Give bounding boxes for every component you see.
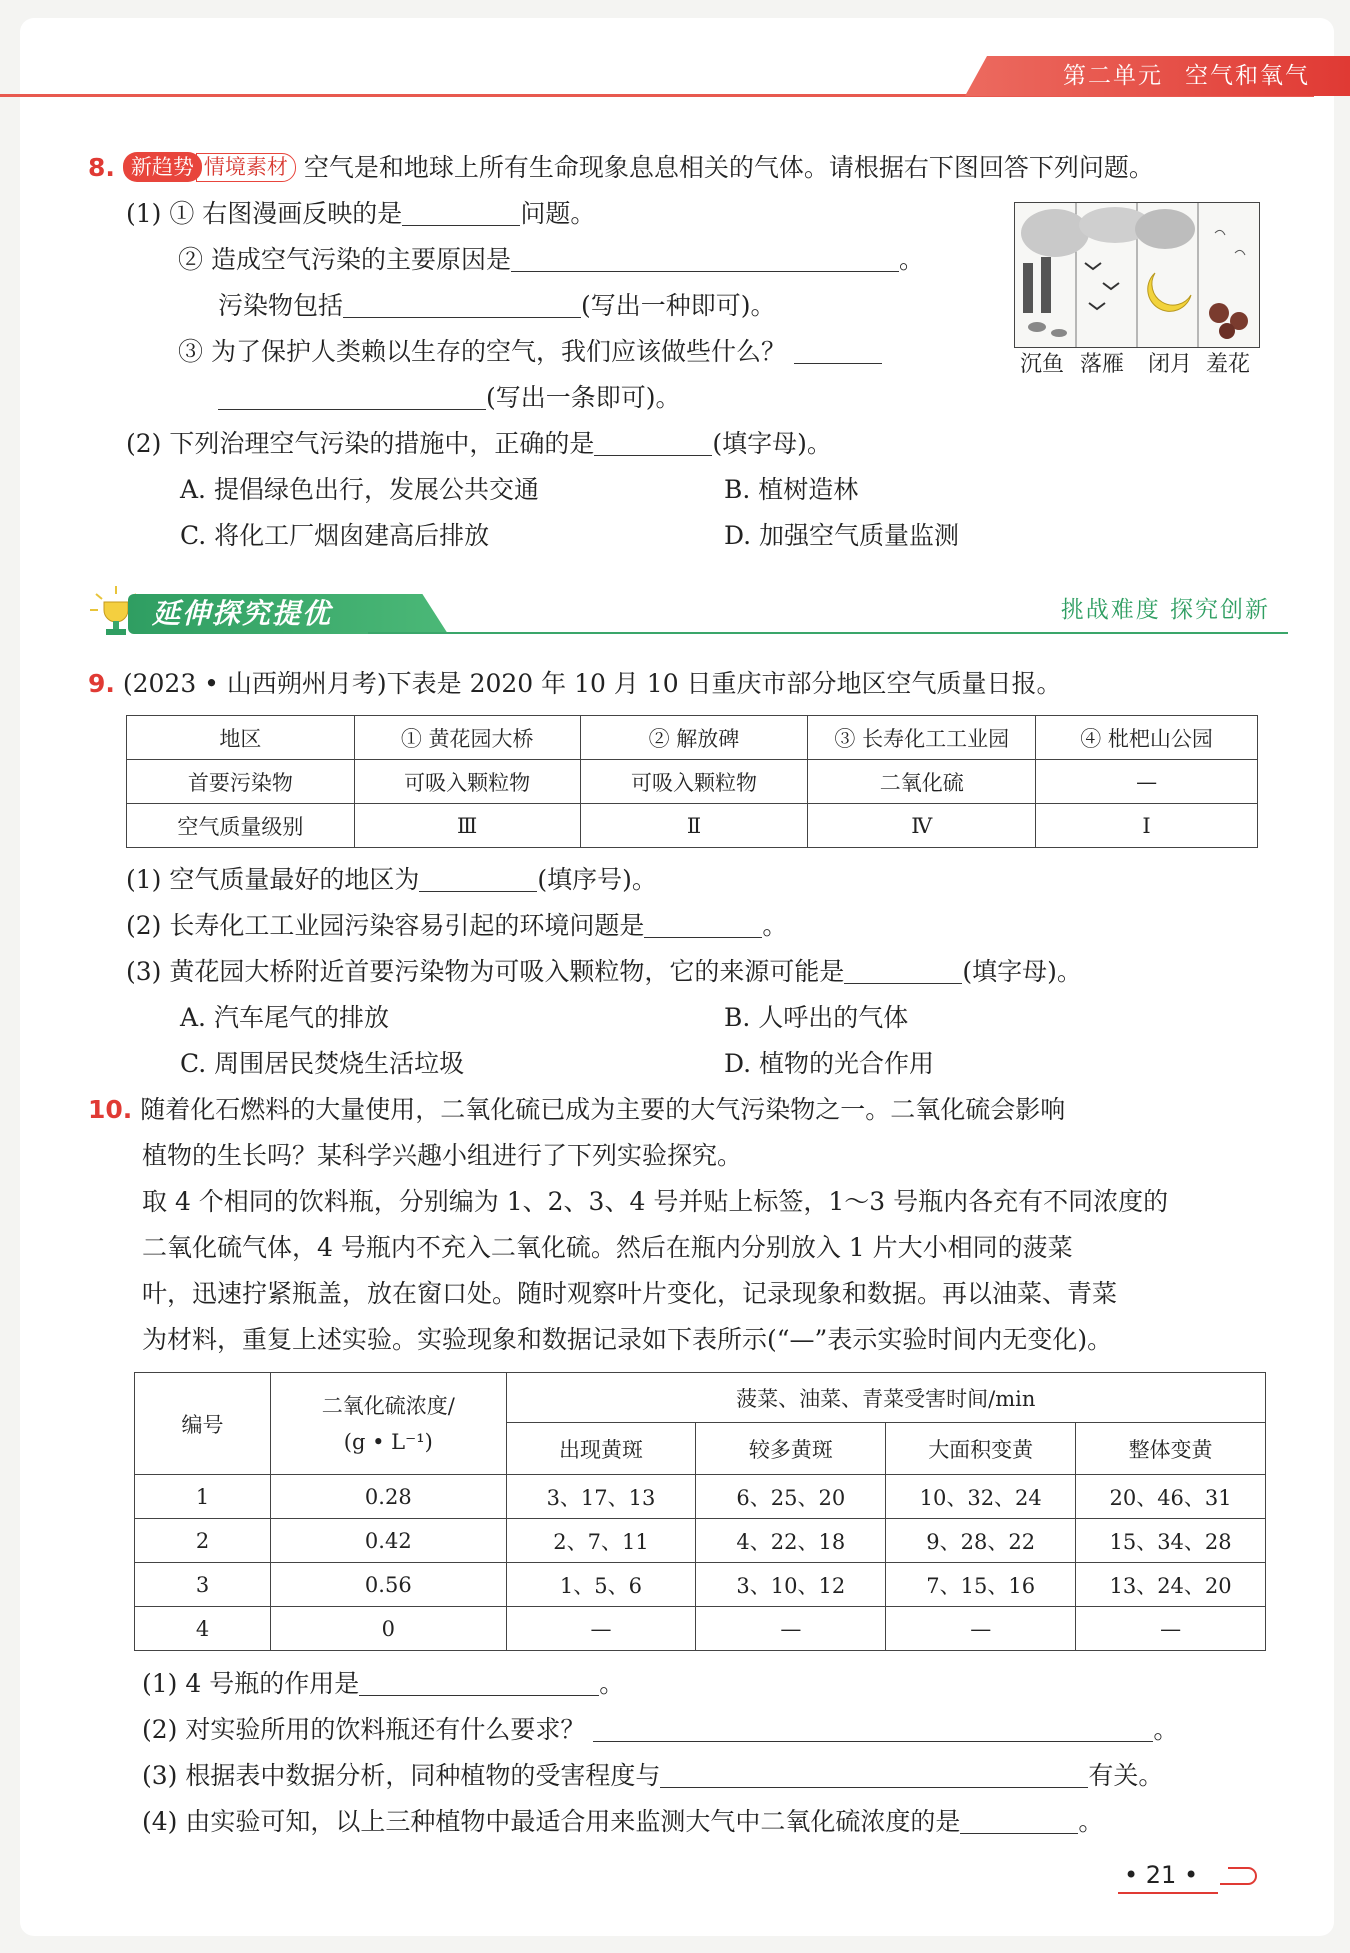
- banner-rule: [368, 632, 1288, 634]
- q10-th-conc: 二氧化硫浓度/ (g • L⁻¹): [271, 1373, 506, 1475]
- q10-th-group: 菠菜、油菜、青菜受害时间/min: [506, 1373, 1265, 1423]
- q10-td: 2、7、11: [506, 1519, 696, 1563]
- q8-p1-1: (1) ① 右图漫画反映的是 问题。: [126, 199, 596, 228]
- q8-p2: (2) 下列治理空气污染的措施中，正确的是 (填字母)。: [126, 429, 832, 458]
- caption-moon: 闭月: [1148, 352, 1193, 377]
- q10-line-0: 10. 随着化石燃料的大量使用，二氧化硫已成为主要的大气污染物之一。二氧化硫会影响: [88, 1095, 1066, 1124]
- unit-title: 空气和氧气: [1185, 63, 1310, 89]
- caption-fish: 沉鱼: [1020, 352, 1065, 377]
- q10-th-sub: 较多黄斑: [696, 1423, 886, 1475]
- q9-stem: (2023 • 山西朔州月考)下表是 2020 年 10 月 10 日重庆市部分地区空气质量日报。: [122, 669, 1062, 698]
- q10-blank-2[interactable]: [593, 1715, 1153, 1742]
- q10-td: 6、25、20: [696, 1475, 886, 1519]
- q8-p1-3b: (写出一条即可)。: [218, 378, 681, 418]
- section-title: 延伸探究提优: [152, 597, 333, 630]
- q8-p1-3: ③ 为了保护人类赖以生存的空气，我们应该做些什么？: [178, 332, 882, 372]
- q9-td: Ⅲ: [354, 804, 580, 848]
- q9-td: Ⅰ: [1036, 804, 1258, 848]
- q8-opt-c: C. 将化工厂烟囱建高后排放: [180, 521, 490, 550]
- q9-th: ③ 长寿化工工业园: [808, 716, 1036, 760]
- q8-tag-trend: 新趋势: [123, 152, 202, 182]
- q8-opt-b: B. 植树造林: [724, 475, 859, 504]
- q10-blank-3[interactable]: [660, 1761, 1088, 1788]
- q10-p4: (4) 由实验可知，以上三种植物中最适合用来监测大气中二氧化硫浓度的是 。: [142, 1807, 1104, 1836]
- table-row: [135, 1607, 1266, 1651]
- q10-number: 10.: [88, 1095, 133, 1124]
- q9-th: ① 黄花园大桥: [354, 716, 580, 760]
- q9-p2: (2) 长寿化工工业园污染容易引起的环境问题是 。: [126, 911, 788, 940]
- q9-th: ② 解放碑: [580, 716, 808, 760]
- q10-th-sub: 整体变黄: [1076, 1423, 1266, 1475]
- q10-td: 4: [135, 1607, 271, 1651]
- q8-blank-1[interactable]: [402, 199, 520, 226]
- unit-label: 第二单元: [1063, 63, 1163, 89]
- q10-th-sub: 出现黄斑: [506, 1423, 696, 1475]
- q10-line-5: 为材料，重复上述实验。实验现象和数据记录如下表所示(“—”表示实验时间内无变化)。: [142, 1325, 1113, 1354]
- q8-blank-3[interactable]: [343, 291, 581, 318]
- q10-blank-1[interactable]: [359, 1669, 599, 1696]
- q10-td: 9、28、22: [886, 1519, 1076, 1563]
- q10-td: 7、15、16: [886, 1563, 1076, 1607]
- pollution-cartoon-image: [1014, 202, 1260, 348]
- q10-table: [134, 1372, 1266, 1651]
- q8-blank-2[interactable]: [511, 245, 899, 272]
- q9-blank-1[interactable]: [419, 865, 537, 892]
- q8-blank-4b[interactable]: [218, 383, 486, 410]
- q10-td: 13、24、20: [1076, 1563, 1266, 1607]
- q8-stem: 空气是和地球上所有生命现象息息相关的气体。请根据右下图回答下列问题。: [303, 153, 1154, 182]
- q10-p3: (3) 根据表中数据分析，同种植物的受害程度与 有关。: [142, 1761, 1164, 1790]
- header-text: [1041, 58, 1310, 94]
- q10-td: 3、10、12: [696, 1563, 886, 1607]
- q10-p1: (1) 4 号瓶的作用是 。: [142, 1669, 625, 1698]
- table-row: [127, 760, 1258, 804]
- table-row: [135, 1563, 1266, 1607]
- q10-line-2: 取 4 个相同的饮料瓶，分别编为 1、2、3、4 号并贴上标签，1～3 号瓶内各充有不同浓度的: [142, 1187, 1169, 1216]
- q10-th-num: 编号: [135, 1373, 271, 1475]
- q9-td: 首要污染物: [127, 760, 355, 804]
- q10-th-sub: 大面积变黄: [886, 1423, 1076, 1475]
- table-row: [135, 1519, 1266, 1563]
- q8-opt-d: D. 加强空气质量监测: [724, 521, 960, 550]
- q9-blank-3[interactable]: [844, 957, 962, 984]
- q10-td: 0.56: [271, 1563, 506, 1607]
- q9-td: Ⅳ: [808, 804, 1036, 848]
- q9-p1: (1) 空气质量最好的地区为 (填序号)。: [126, 865, 657, 894]
- q9-td: 二氧化硫: [808, 760, 1036, 804]
- q9-blank-2[interactable]: [644, 911, 762, 938]
- q10-line-1: 植物的生长吗？某科学兴趣小组进行了下列实验探究。: [142, 1141, 743, 1170]
- q9-td: 空气质量级别: [127, 804, 355, 848]
- q9-table-header-row: [127, 716, 1258, 760]
- q10-td: 3、17、13: [506, 1475, 696, 1519]
- q10-table-header-row: [135, 1373, 1266, 1423]
- caption-flower: 羞花: [1206, 352, 1251, 377]
- q10-td: 2: [135, 1519, 271, 1563]
- q8-blank-4a[interactable]: [794, 337, 882, 364]
- q9-td: 可吸入颗粒物: [354, 760, 580, 804]
- q9-td: 可吸入颗粒物: [580, 760, 808, 804]
- q10-td: 4、22、18: [696, 1519, 886, 1563]
- q10-td: —: [1076, 1607, 1266, 1651]
- q10-td: —: [696, 1607, 886, 1651]
- q10-td: —: [886, 1607, 1076, 1651]
- q9-opt-a: A. 汽车尾气的排放: [180, 1003, 389, 1032]
- q10-td: 0.42: [271, 1519, 506, 1563]
- table-row: [127, 804, 1258, 848]
- q9-table: [126, 715, 1258, 848]
- q9-th: 地区: [127, 716, 355, 760]
- q10-td: 1、5、6: [506, 1563, 696, 1607]
- q10-td: —: [506, 1607, 696, 1651]
- page-number-underline: [1118, 1892, 1218, 1894]
- cartoon-drawing: [1015, 203, 1259, 347]
- q10-line-4: 叶，迅速拧紧瓶盖，放在窗口处。随时观察叶片变化，记录现象和数据。再以油菜、青菜: [142, 1279, 1118, 1308]
- q10-td: 0.28: [271, 1475, 506, 1519]
- q9-td: —: [1036, 760, 1258, 804]
- page-arrow-icon: [1218, 1866, 1260, 1888]
- q8-blank-5[interactable]: [594, 429, 712, 456]
- table-row: [135, 1475, 1266, 1519]
- q9-th: ④ 枇杷山公园: [1036, 716, 1258, 760]
- q10-line-3: 二氧化硫气体，4 号瓶内不充入二氧化硫。然后在瓶内分别放入 1 片大小相同的菠菜: [142, 1233, 1073, 1262]
- q8-p1-2: ② 造成空气污染的主要原因是 。: [178, 245, 924, 274]
- q10-td: 0: [271, 1607, 506, 1651]
- q9-opt-b: B. 人呼出的气体: [724, 1003, 909, 1032]
- section-subtitle: 挑战难度 探究创新: [1060, 597, 1270, 623]
- q9-opt-c: C. 周围居民焚烧生活垃圾: [180, 1049, 465, 1078]
- page-number: • 21 •: [1124, 1861, 1199, 1889]
- q8-p1-2b: 污染物包括 (写出一种即可)。: [218, 291, 776, 320]
- q8-stem-line: [88, 148, 1154, 188]
- q8-number: 8.: [88, 153, 115, 182]
- q10-td: 20、46、31: [1076, 1475, 1266, 1519]
- q10-blank-4[interactable]: [960, 1807, 1078, 1834]
- q9-stem-line: [88, 664, 1062, 704]
- q8-opt-a: A. 提倡绿色出行，发展公共交通: [180, 475, 539, 504]
- q10-p2: (2) 对实验所用的饮料瓶还有什么要求？ 。: [142, 1715, 1179, 1744]
- q10-td: 10、32、24: [886, 1475, 1076, 1519]
- q10-td: 1: [135, 1475, 271, 1519]
- q9-p3: (3) 黄花园大桥附近首要污染物为可吸入颗粒物，它的来源可能是 (填字母)。: [126, 957, 1082, 986]
- q9-opt-d: D. 植物的光合作用: [724, 1049, 935, 1078]
- q8-tag-material: 情境素材: [196, 153, 296, 182]
- caption-geese: 落雁: [1080, 352, 1125, 377]
- q10-td: 3: [135, 1563, 271, 1607]
- section-banner: [88, 584, 1288, 642]
- q9-number: 9.: [88, 669, 115, 698]
- q9-td: Ⅱ: [580, 804, 808, 848]
- q10-td: 15、34、28: [1076, 1519, 1266, 1563]
